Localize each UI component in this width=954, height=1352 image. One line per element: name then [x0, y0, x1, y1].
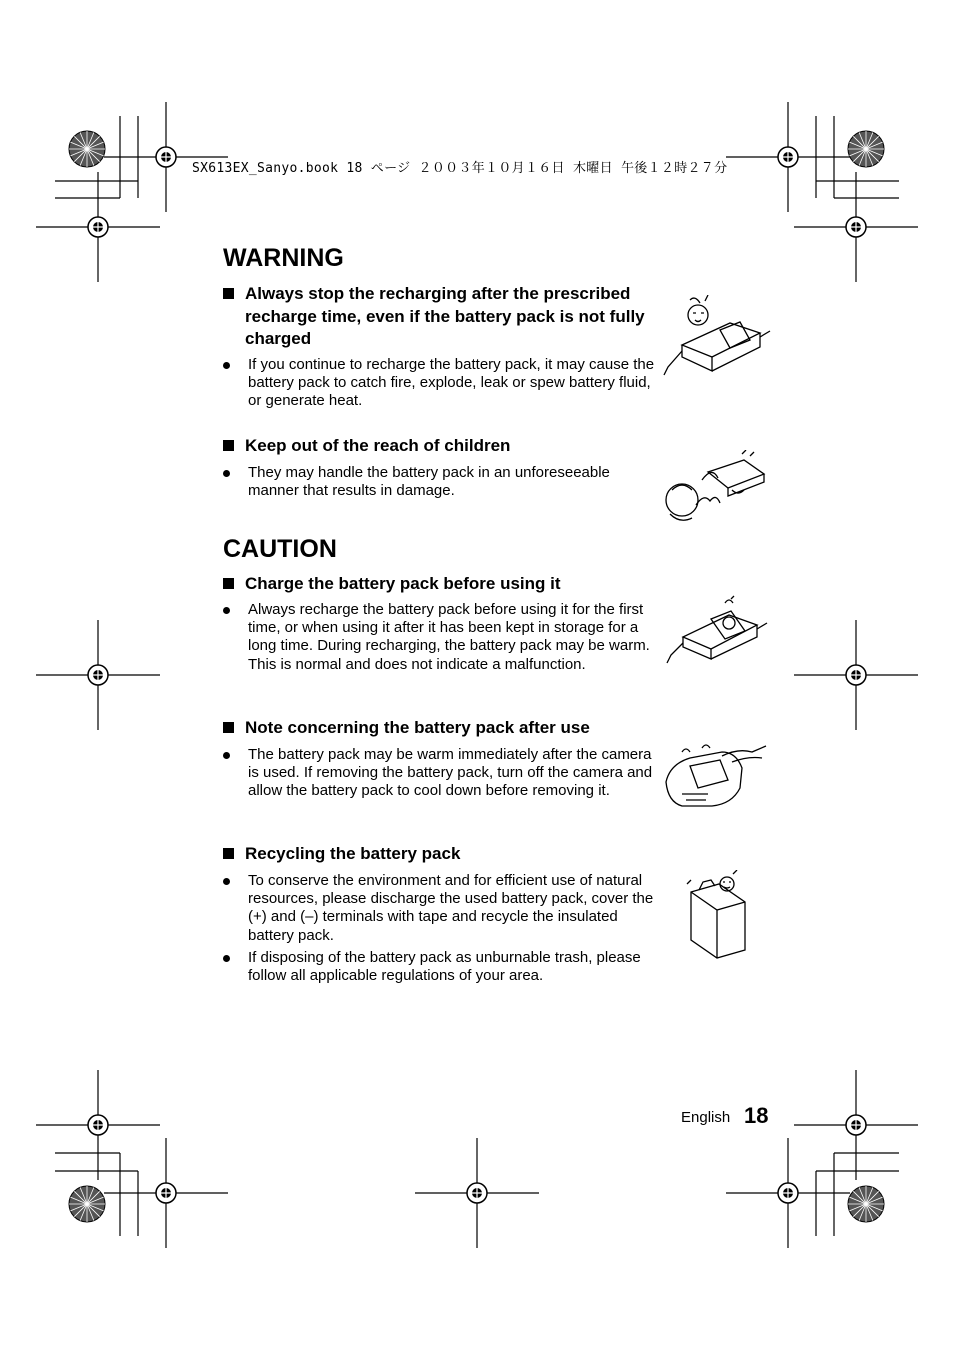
charger-with-battery-illustration [665, 595, 770, 665]
bullet-dot-icon [223, 878, 230, 885]
heading-text: Keep out of the reach of children [245, 436, 511, 455]
square-bullet-icon [223, 440, 234, 451]
page-number: 18 [744, 1103, 769, 1128]
hand-removing-battery-illustration [662, 742, 770, 812]
bullet-text: If you continue to recharge the battery pack, it may cause the battery pack to catch fire, explode, leak or spew battery fluid, or generate heat. [248, 356, 655, 410]
bullet-text: To conserve the environment and for efficient use of natural resources, please discharge the used battery pack, cover the (+) and (–) terminals with tape and recycle the insulated battery pack. [248, 872, 654, 944]
bullet-text: The battery pack may be warm immediately after the camera is used. If removing the battery pack, turn off the camera and allow the battery pack to cool down before removing it. [248, 746, 653, 800]
square-bullet-icon [223, 578, 234, 589]
caution-title: CAUTION [223, 535, 337, 563]
child-with-battery-illustration [662, 450, 772, 532]
bullet-text: Always recharge the battery pack before using it for the first time, or when using it after it has been kept in storage for a long time. During recharging, the battery pack may be warm. This is normal and does not indicate a malfunction. [248, 601, 650, 673]
footer-language: English [681, 1109, 731, 1126]
bullet-dot-icon [223, 470, 230, 477]
warning-heading-recharge-time [223, 283, 663, 351]
warning-heading-children [223, 435, 663, 458]
caution-heading-charge [223, 573, 663, 596]
heading-text: Recycling the battery pack [245, 844, 461, 863]
caution-heading-recycling [223, 843, 663, 866]
bullet-item [223, 464, 663, 500]
bullet-dot-icon [223, 955, 230, 962]
bullet-item [223, 746, 663, 801]
heading-text: Always stop the recharging after the prescribed recharge time, even if the battery pack is not fully charged [245, 284, 645, 348]
heading-text: Note concerning the battery pack after use [245, 718, 590, 737]
bullet-text: If disposing of the battery pack as unburnable trash, please follow all applicable regulations of your area. [248, 949, 641, 985]
square-bullet-icon [223, 722, 234, 733]
bullet-text: They may handle the battery pack in an unforeseeable manner that results in damage. [248, 464, 610, 500]
bullet-item [223, 356, 663, 411]
battery-pack-illustration [685, 870, 755, 960]
caution-heading-after-use [223, 717, 663, 740]
charger-overheating-illustration [660, 295, 772, 380]
bullet-dot-icon [223, 362, 230, 369]
bullet-dot-icon [223, 607, 230, 614]
bullet-item [223, 949, 663, 985]
heading-text: Charge the battery pack before using it [245, 574, 561, 593]
square-bullet-icon [223, 288, 234, 299]
bullet-dot-icon [223, 752, 230, 759]
bullet-item [223, 872, 663, 945]
bullet-item [223, 601, 663, 674]
warning-title: WARNING [223, 244, 344, 272]
print-header-line: SX613EX_Sanyo.book 18 ページ ２００３年１０月１６日 木曜日 午後１２時２７分 [192, 161, 728, 176]
square-bullet-icon [223, 848, 234, 859]
